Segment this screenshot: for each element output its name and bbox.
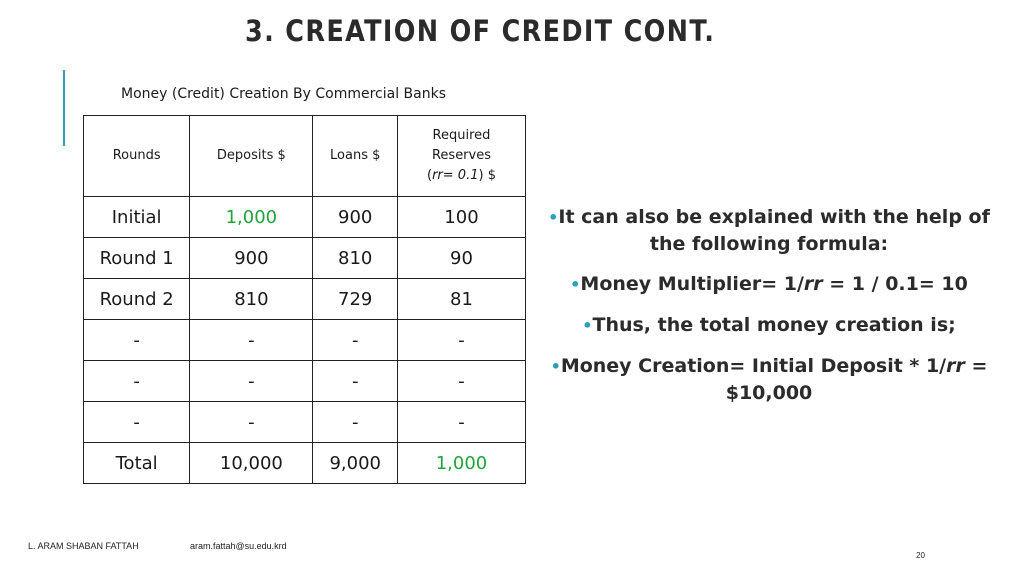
table-row [84,320,526,361]
table-row [84,402,526,443]
accent-bar [63,70,65,146]
bullet-dot-icon: • [582,316,593,335]
table-row [84,238,526,279]
bullet-money-creation [534,353,1004,406]
footer-author: L. ARAM SHABAN FATTAH [28,541,139,551]
bullet-dot-icon: • [548,208,559,227]
header-reserves-line2: Reserves [431,148,491,163]
table-row [84,197,526,238]
cell-loans: 9,000 [313,443,398,484]
cell-deposits: - [190,361,313,402]
cell-reserves: 90 [397,238,525,279]
bullet-total-creation [534,312,1004,339]
header-reserves-open: ( [427,168,433,183]
table-row [84,279,526,320]
table-header-row [84,116,526,197]
cell-loans: - [313,320,398,361]
bullet-dot-icon: • [570,275,581,294]
cell-round: - [84,320,190,361]
footer-email: aram.fattah@su.edu.krd [190,541,287,551]
creation-post: = $10,000 [725,355,988,404]
multiplier-pre: Money Multiplier= 1/ [580,273,804,295]
cell-loans: - [313,402,398,443]
cell-round: Total [84,443,190,484]
header-required-reserves [397,116,525,197]
creation-pre: Money Creation= Initial Deposit * 1/ [560,355,947,377]
multiplier-rr: rr [803,273,823,295]
cell-deposits: 900 [190,238,313,279]
creation-rr: rr [946,355,965,377]
cell-loans: 900 [313,197,398,238]
bullet-money-multiplier [534,271,1004,298]
cell-reserves: 100 [397,197,525,238]
cell-reserves: - [397,361,525,402]
cell-round: - [84,402,190,443]
header-reserves-close: ) $ [478,168,496,183]
cell-round: Round 1 [84,238,190,279]
cell-deposits: 810 [190,279,313,320]
bullet-explanation-text: It can also be explained with the help of the following formula: [558,206,990,255]
page-number: 20 [916,551,925,560]
cell-deposits: - [190,402,313,443]
header-reserves-rr: rr [432,168,443,183]
cell-reserves: 81 [397,279,525,320]
bullet-total-creation-text: Thus, the total money creation is; [592,314,956,336]
cell-loans: 729 [313,279,398,320]
formula-bullets [534,204,1004,420]
table-row [84,361,526,402]
cell-round: Initial [84,197,190,238]
table-caption: Money (Credit) Creation By Commercial Banks [121,86,447,102]
cell-deposits: 1,000 [190,197,313,238]
bullet-explanation [534,204,1004,257]
table-total-row [84,443,526,484]
bullet-dot-icon: • [550,357,561,376]
cell-round: Round 2 [84,279,190,320]
header-deposits: Deposits $ [190,116,313,197]
cell-reserves: - [397,320,525,361]
cell-loans: 810 [313,238,398,279]
credit-creation-table [83,115,526,484]
multiplier-post: = 1 / 0.1= 10 [822,273,968,295]
slide-title: 3. CREATION OF CREDIT CONT. [245,14,716,48]
cell-loans: - [313,361,398,402]
cell-reserves: - [397,402,525,443]
cell-deposits: - [190,320,313,361]
header-loans: Loans $ [313,116,398,197]
header-reserves-line1: Required [432,128,491,143]
cell-round: - [84,361,190,402]
header-rounds: Rounds [84,116,190,197]
cell-deposits: 10,000 [190,443,313,484]
header-reserves-eq: = 0.1 [442,168,479,183]
cell-reserves: 1,000 [397,443,525,484]
header-reserves-line3 [398,166,525,186]
